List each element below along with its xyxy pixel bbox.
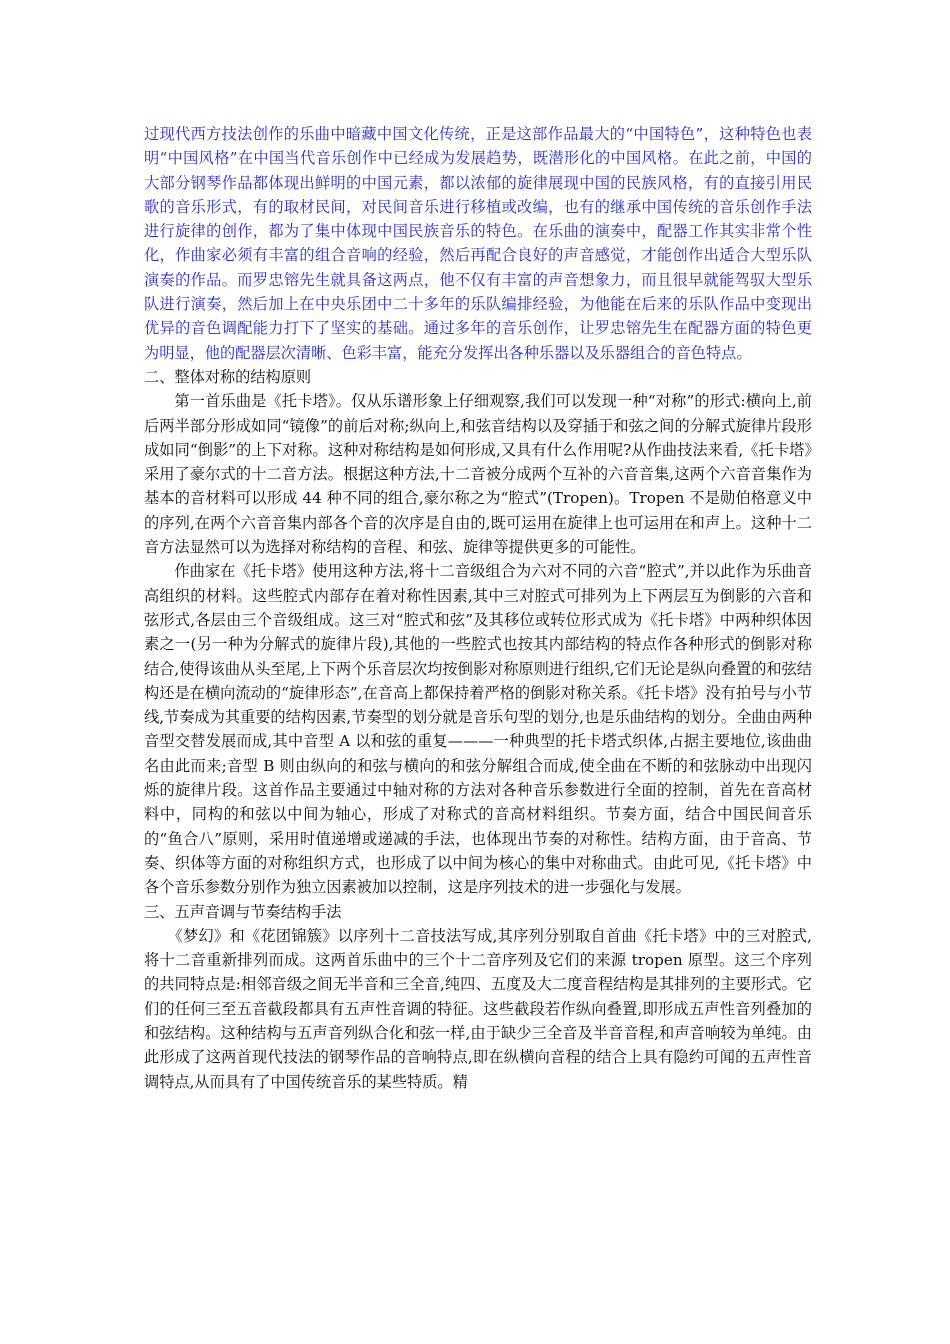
section-2-heading: 二、整体对称的结构原则 — [144, 367, 312, 386]
intro-paragraph: 过现代西方技法创作的乐曲中暗藏中国文化传统，正是这部作品最大的“中国特色”，这种特色也表明“中国风格”在中国当代音乐创作中已经成为发展趋势，既潜形化的中国风格。在此之前，中国的大部分钢琴作品都体现出鲜明的中国元素，都以浓郁的旋律展现中国的民族风格，有的直接引用民歌的音乐形式，有的取材民间，对民间音乐进行移植或改编，也有的继承中国传统的音乐创作手法进行旋律的创作，都为了集中体现中国民族音乐的特色。在乐曲的演奏中，配器工作其实非常个性化，作曲家必须有丰富的组合音响的经验，然后再配合良好的声音感觉，才能创作出适合大型乐队演奏的作品。而罗忠镕先生就具备这两点，他不仅有丰富的声音想象力，而且很早就能驾驭大型乐队进行演奏，然后加上在中央乐团中二十多年的乐队编排经验，为他能在后来的乐队作品中变现出优异的音色调配能力打下了坚实的基础。通过多年的音乐创作，让罗忠镕先生在配器方面的特色更为明显，他的配器层次清晰、色彩丰富，能充分发挥出各种乐器以及乐器组合的音色特点。 — [144, 125, 812, 362]
section-2-paragraph-2: 作曲家在《托卡塔》使用这种方法,将十二音级组合为六对不同的六音“腔式”,并以此作为乐曲音高组织的材料。这些腔式内部存在着对称性因素,其中三对腔式可排列为上下两层互为倒影的六音和弦形式,各层由三个音级组成。这三对“腔式和弦”及其移位或转位形式成为《托卡塔》中两种织体因素之一(另一种为分解式的旋律片段),其他的一些腔式也按其内部结构的特点作各种形式的倒影对称结合,使得该曲从头至尾,上下两个乐音层次均按倒影对称原则进行组织,它们无论是纵向叠置的和弦结构还是在横向流动的“旋律形态”,在音高上都保持着严格的倒影对称关系。《托卡塔》没有拍号与小节线,节奏成为其重要的结构因素,节奏型的划分就是音乐句型的划分,也是乐曲结构的划分。全曲由两种音型交替发展而成,其中音型 A 以和弦的重复———一种典型的托卡塔式织体,占据主要地位,该曲曲名由此而来;音型 B 则由纵向的和弦与横向的和弦分解组合而成,使全曲在不断的和弦脉动中出现闪烁的旋律片段。这首作品主要通过中轴对称的方法对各种音乐参数进行全面的控制，首先在音高材料中，同构的和弦以中间为轴心，形成了对称式的音高材料组织。节奏方面，结合中国民间音乐的“鱼合八”原则，采用时值递增或递减的手法，也体现出节奏的对称性。结构方面，由于音高、节奏、织体等方面的对称组织方式，也形成了以中间为核心的集中对称曲式。由此可见,《托卡塔》中各个音乐参数分别作为独立因素被加以控制，这是序列技术的进一步强化与发展。 — [144, 562, 812, 897]
section-3-paragraph-1: 《梦幻》和《花团锦簇》以序列十二音技法写成,其序列分别取自首曲《托卡塔》中的三对腔式,将十二音重新排列而成。这两首乐曲中的三个十二音序列及它们的来源 tropen 原型。这三个序列的共同特点是:相邻音级之间无半音和三全音,纯四、五度及大二度音程结构是其排列的主要形式。它们的任何三至五音截段都具有五声性音调的特征。这些截段若作纵向叠置,即形成五声性音列叠加的和弦结构。这种结构与五声音列纵合化和弦一样,由于缺少三全音及半音音程,和声音响较为单纯。由此形成了这两首现代技法的钢琴作品的音响特点,即在纵横向音程的结合上具有隐约可闻的五声性音调特点,从而具有了中国传统音乐的某些特质。精 — [144, 926, 812, 1091]
section-3-heading: 三、五声音调与节奏结构手法 — [144, 902, 342, 921]
section-2-paragraph-1: 第一首乐曲是《托卡塔》。仅从乐谱形象上仔细观察,我们可以发现一种“对称”的形式:横向上,前后两半部分形成如同“镜像”的前后对称;纵向上,和弦音结构以及穿插于和弦之间的分解式旋律片段形成如同“倒影”的上下对称。这种对称结构是如何形成,又具有什么作用呢?从作曲技法来看,《托卡塔》采用了豪尔式的十二音方法。根据这种方法,十二音被分成两个互补的六音音集,这两个六音音集作为基本的音材料可以形成 44 种不同的组合,豪尔称之为“腔式”(Tropen)。Tropen 不是勋伯格意义中的序列,在两个六音音集内部各个音的次序是自由的,既可运用在旋律上也可运用在和声上。这种十二音方法显然可以为选择对称结构的音程、和弦、旋律等提供更多的可能性。 — [144, 392, 812, 557]
document-page — [144, 122, 812, 1094]
